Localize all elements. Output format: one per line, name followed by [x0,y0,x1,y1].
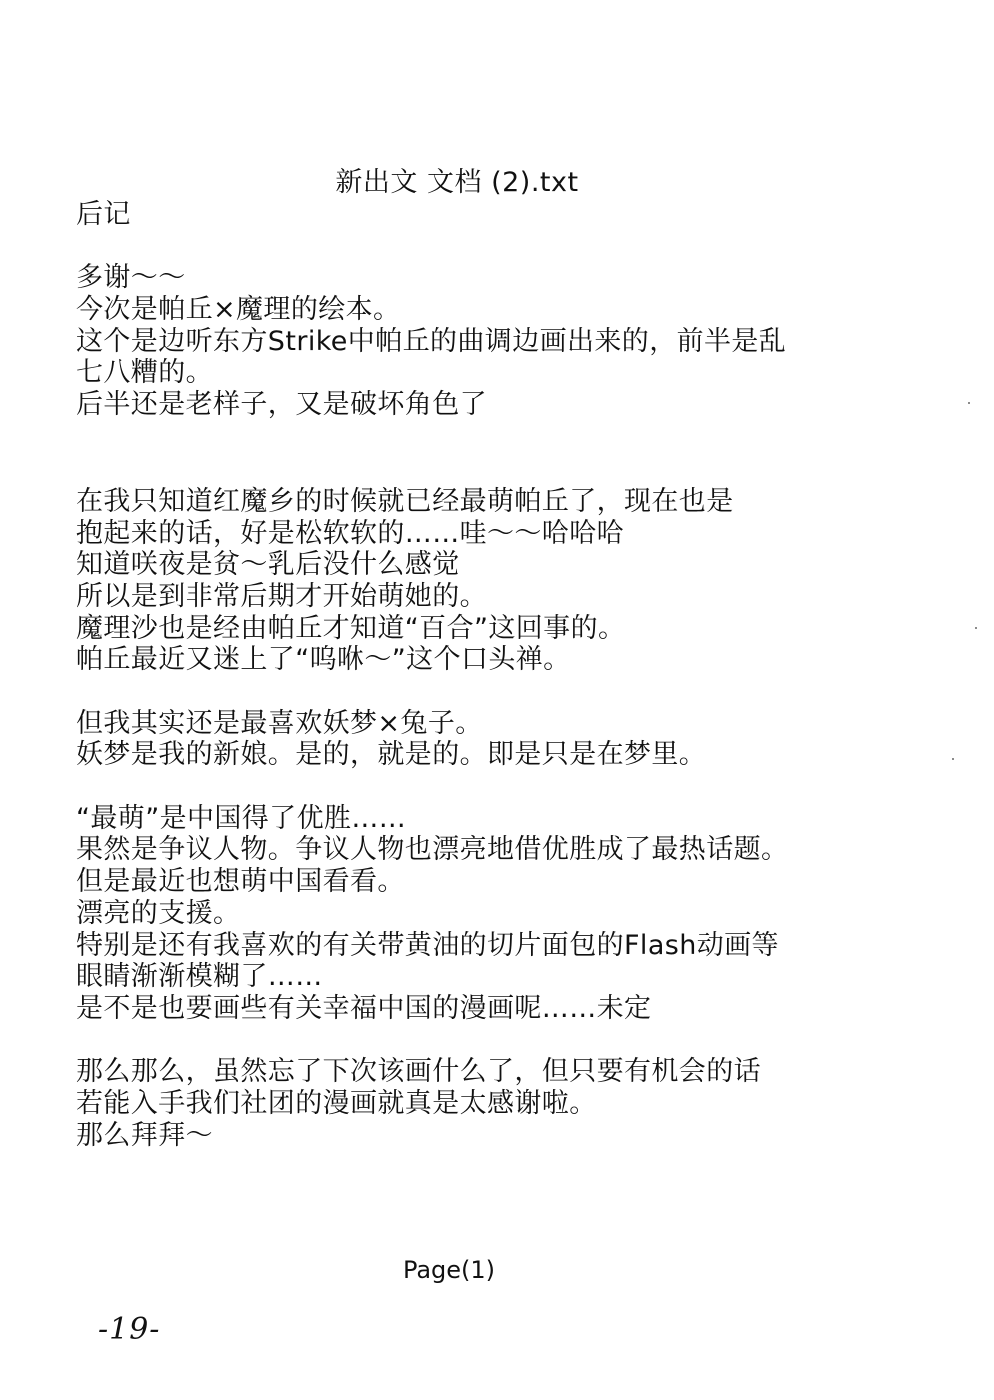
text-line: 是不是也要画些有关幸福中国的漫画呢……未定 [76,992,652,1024]
text-line: 帕丘最近又迷上了“呜咻～”这个口头禅。 [76,644,571,676]
page-footer-label: Page(1) [402,1256,496,1284]
text-line: 但是最近也想萌中国看看。 [76,866,405,898]
text-line: 那么拜拜～ [76,1119,213,1151]
blank-line [76,231,936,263]
text-line: 妖梦是我的新娘。是的，就是的。即是只是在梦里。 [76,739,707,771]
text-line: 这个是边听东方Strike中帕丘的曲调边画出来的，前半是乱 [76,325,787,357]
text-line: 特别是还有我喜欢的有关带黄油的切片面包的Flash动画等 [76,929,779,961]
scan-speck [968,402,970,404]
text-line: 多谢～～ [76,262,186,294]
text-line: 果然是争议人物。争议人物也漂亮地借优胜成了最热话题。 [76,834,789,866]
blank-line [76,1025,936,1057]
text-line: 魔理沙也是经由帕丘才知道“百合”这回事的。 [76,612,626,644]
blank-line [76,421,936,484]
heading: 后记 [76,199,131,230]
text-line: 抱起来的话，好是松软软的……哇～～哈哈哈 [76,517,624,549]
text-line: 眼睛渐渐模糊了…… [76,961,323,993]
text-line: 那么那么，虽然忘了下次该画什么了，但只要有机会的话 [76,1056,761,1088]
text-line: 但我其实还是最喜欢妖梦×兔子。 [76,707,483,739]
scan-speck [952,758,954,760]
text-line: 知道咲夜是贫～乳后没什么感觉 [76,549,460,581]
scan-speck [975,627,977,629]
text-line: 漂亮的支援。 [76,897,241,929]
text-line: 所以是到非常后期才开始萌她的。 [76,580,487,612]
text-line: 七八糟的。 [76,357,213,389]
document-body [76,199,936,1151]
text-line: 后半还是老样子，又是破坏角色了 [76,389,487,421]
text-line: 在我只知道红魔乡的时候就已经最萌帕丘了，现在也是 [76,485,734,517]
blank-line [76,771,936,803]
page-number: -19- [98,1312,161,1347]
text-line: “最萌”是中国得了优胜…… [76,802,407,834]
text-line: 若能入手我们社团的漫画就真是太感谢啦。 [76,1087,597,1119]
text-line: 今次是帕丘×魔理的绘本。 [76,294,401,326]
blank-line [76,676,936,708]
document-title: 新出文 文档 (2).txt [335,167,579,198]
